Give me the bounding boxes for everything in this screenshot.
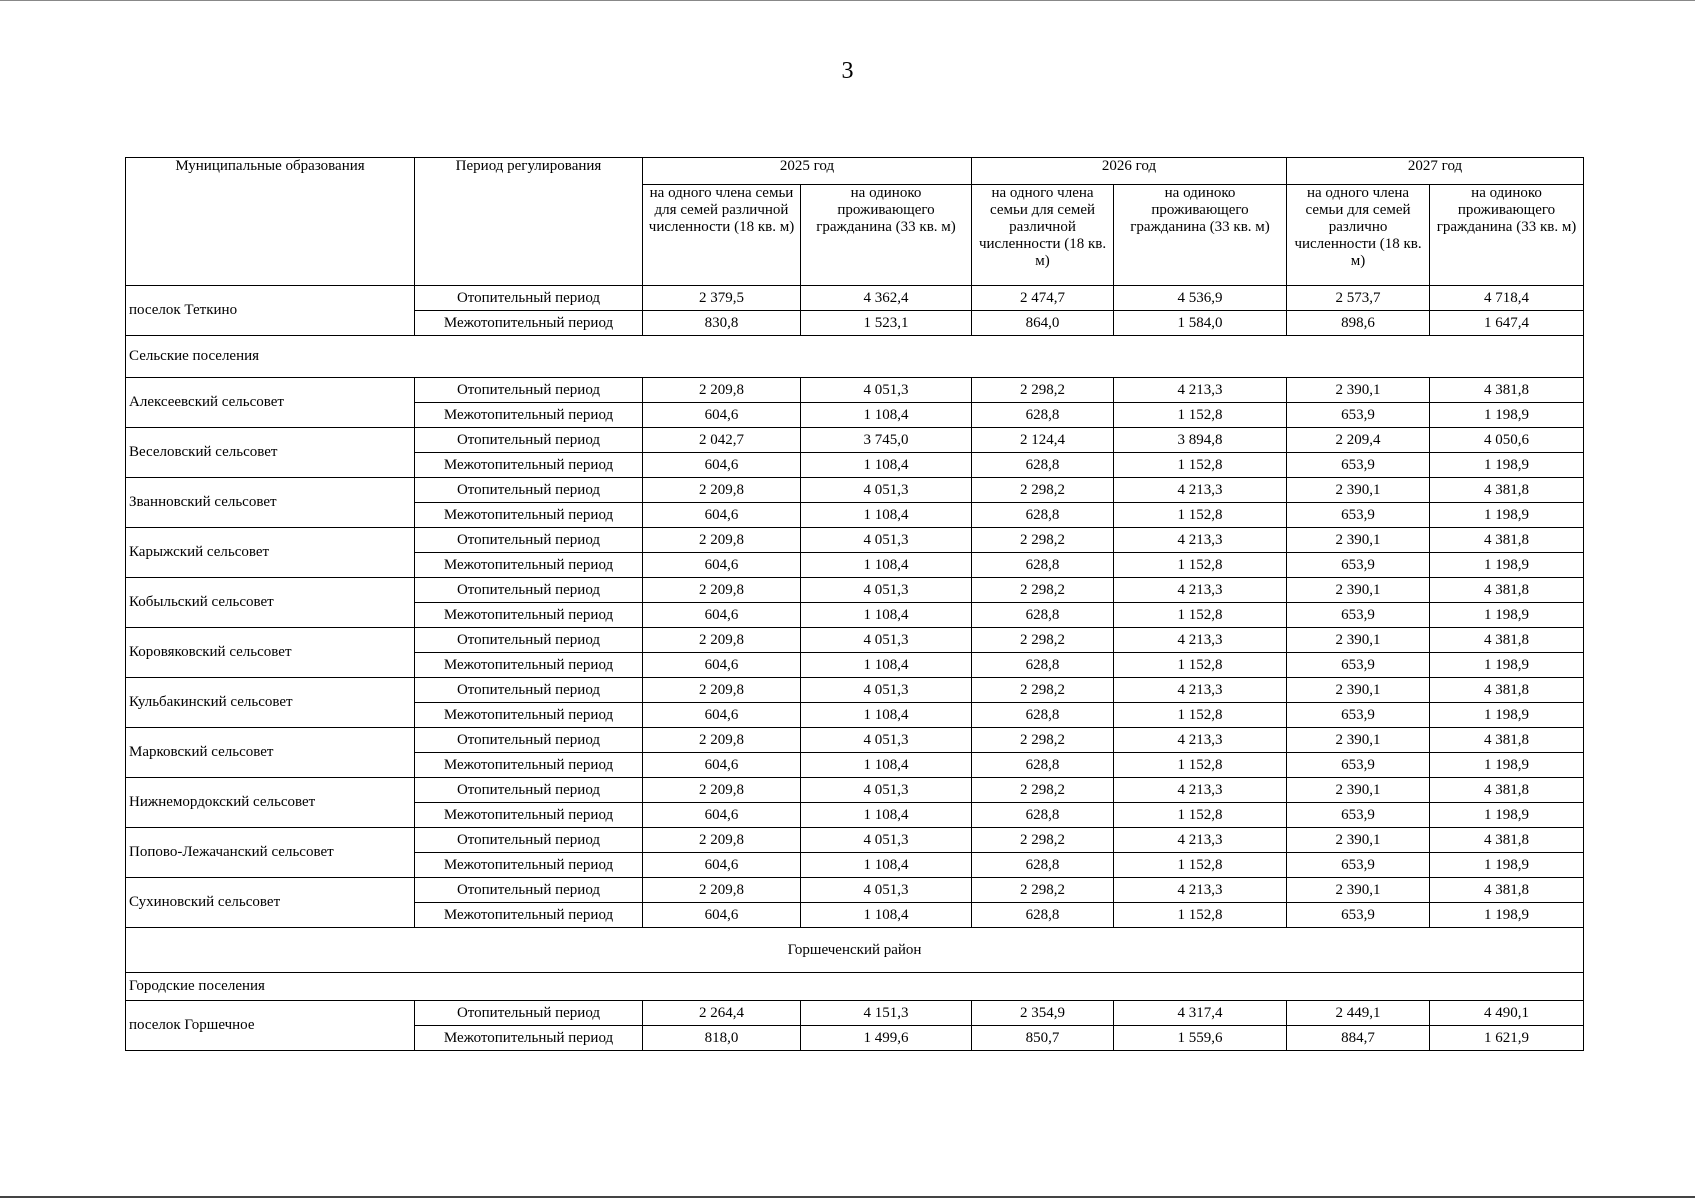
value-cell: 1 584,0: [1114, 311, 1287, 336]
value-cell: 4 213,3: [1114, 778, 1287, 803]
value-cell: 4 213,3: [1114, 578, 1287, 603]
header-year-2026: 2026 год: [972, 158, 1287, 185]
district-row: [126, 928, 1584, 973]
value-cell: 1 499,6: [801, 1026, 972, 1051]
value-cell: 4 051,3: [801, 478, 972, 503]
header-row-years: [126, 158, 1584, 185]
period-label: Межотопительный период: [415, 803, 643, 828]
value-cell: 653,9: [1287, 853, 1430, 878]
value-cell: 628,8: [972, 503, 1114, 528]
period-label: Межотопительный период: [415, 503, 643, 528]
value-cell: 884,7: [1287, 1026, 1430, 1051]
period-label: Отопительный период: [415, 478, 643, 503]
value-cell: 4 213,3: [1114, 478, 1287, 503]
value-cell: 604,6: [643, 803, 801, 828]
value-cell: 2 390,1: [1287, 878, 1430, 903]
period-label: Отопительный период: [415, 1001, 643, 1026]
value-cell: 4 381,8: [1430, 828, 1584, 853]
value-cell: 2 390,1: [1287, 578, 1430, 603]
value-cell: 4 381,8: [1430, 728, 1584, 753]
value-cell: 1 152,8: [1114, 453, 1287, 478]
value-cell: 4 050,6: [1430, 428, 1584, 453]
value-cell: 2 209,8: [643, 378, 801, 403]
value-cell: 2 298,2: [972, 828, 1114, 853]
table-row: [126, 828, 1584, 853]
value-cell: 653,9: [1287, 803, 1430, 828]
value-cell: 2 209,8: [643, 878, 801, 903]
value-cell: 4 381,8: [1430, 778, 1584, 803]
value-cell: 604,6: [643, 903, 801, 928]
value-cell: 604,6: [643, 703, 801, 728]
value-cell: 4 051,3: [801, 728, 972, 753]
header-year-2025: 2025 год: [643, 158, 972, 185]
value-cell: 4 213,3: [1114, 678, 1287, 703]
value-cell: 4 213,3: [1114, 878, 1287, 903]
value-cell: 2 209,8: [643, 528, 801, 553]
value-cell: 1 198,9: [1430, 703, 1584, 728]
table-row: [126, 578, 1584, 603]
value-cell: 4 718,4: [1430, 286, 1584, 311]
value-cell: 2 209,8: [643, 578, 801, 603]
value-cell: 1 108,4: [801, 603, 972, 628]
value-cell: 2 209,8: [643, 678, 801, 703]
period-label: Межотопительный период: [415, 1026, 643, 1051]
period-label: Отопительный период: [415, 778, 643, 803]
value-cell: 1 152,8: [1114, 803, 1287, 828]
value-cell: 1 152,8: [1114, 703, 1287, 728]
value-cell: 4 381,8: [1430, 528, 1584, 553]
value-cell: 1 152,8: [1114, 753, 1287, 778]
value-cell: 2 298,2: [972, 628, 1114, 653]
value-cell: 628,8: [972, 653, 1114, 678]
value-cell: 653,9: [1287, 653, 1430, 678]
value-cell: 628,8: [972, 453, 1114, 478]
value-cell: 1 198,9: [1430, 753, 1584, 778]
period-label: Отопительный период: [415, 578, 643, 603]
period-label: Межотопительный период: [415, 753, 643, 778]
value-cell: 2 298,2: [972, 678, 1114, 703]
table-row: [126, 778, 1584, 803]
value-cell: 4 051,3: [801, 878, 972, 903]
value-cell: 4 317,4: [1114, 1001, 1287, 1026]
value-cell: 1 152,8: [1114, 903, 1287, 928]
period-label: Межотопительный период: [415, 653, 643, 678]
value-cell: 604,6: [643, 603, 801, 628]
header-single-resident: на одиноко проживающего гражданина (33 кв. м): [1114, 185, 1287, 286]
value-cell: 2 354,9: [972, 1001, 1114, 1026]
value-cell: 4 051,3: [801, 828, 972, 853]
value-cell: 2 298,2: [972, 478, 1114, 503]
value-cell: 4 051,3: [801, 528, 972, 553]
value-cell: 604,6: [643, 503, 801, 528]
table-row: [126, 728, 1584, 753]
period-label: Отопительный период: [415, 528, 643, 553]
value-cell: 830,8: [643, 311, 801, 336]
municipality-name: поселок Теткино: [126, 286, 415, 336]
period-label: Межотопительный период: [415, 311, 643, 336]
value-cell: 2 209,8: [643, 828, 801, 853]
value-cell: 1 108,4: [801, 853, 972, 878]
value-cell: 1 198,9: [1430, 403, 1584, 428]
value-cell: 4 051,3: [801, 778, 972, 803]
value-cell: 653,9: [1287, 553, 1430, 578]
value-cell: 2 390,1: [1287, 728, 1430, 753]
period-label: Межотопительный период: [415, 403, 643, 428]
value-cell: 4 490,1: [1430, 1001, 1584, 1026]
value-cell: 1 152,8: [1114, 603, 1287, 628]
value-cell: 1 108,4: [801, 403, 972, 428]
value-cell: 4 381,8: [1430, 628, 1584, 653]
value-cell: 2 209,4: [1287, 428, 1430, 453]
value-cell: 4 051,3: [801, 578, 972, 603]
value-cell: 1 198,9: [1430, 553, 1584, 578]
period-label: Межотопительный период: [415, 553, 643, 578]
table-row: [126, 478, 1584, 503]
value-cell: 1 108,4: [801, 903, 972, 928]
value-cell: 604,6: [643, 403, 801, 428]
table-row: [126, 428, 1584, 453]
value-cell: 4 362,4: [801, 286, 972, 311]
value-cell: 4 213,3: [1114, 628, 1287, 653]
header-per-family-member: на одного члена семьи для семей различной численности (18 кв. м): [643, 185, 801, 286]
value-cell: 2 209,8: [643, 628, 801, 653]
value-cell: 1 198,9: [1430, 653, 1584, 678]
municipality-name: поселок Горшечное: [126, 1001, 415, 1051]
value-cell: 1 198,9: [1430, 453, 1584, 478]
period-label: Межотопительный период: [415, 703, 643, 728]
value-cell: 653,9: [1287, 503, 1430, 528]
value-cell: 2 124,4: [972, 428, 1114, 453]
table-row: [126, 628, 1584, 653]
municipality-name: Кульбакинский сельсовет: [126, 678, 415, 728]
district-title: Горшеченский район: [126, 928, 1584, 973]
value-cell: 2 449,1: [1287, 1001, 1430, 1026]
value-cell: 1 198,9: [1430, 853, 1584, 878]
value-cell: 2 390,1: [1287, 628, 1430, 653]
value-cell: 2 298,2: [972, 878, 1114, 903]
period-label: Отопительный период: [415, 286, 643, 311]
value-cell: 1 152,8: [1114, 503, 1287, 528]
value-cell: 2 573,7: [1287, 286, 1430, 311]
value-cell: 2 042,7: [643, 428, 801, 453]
value-cell: 1 108,4: [801, 753, 972, 778]
value-cell: 4 051,3: [801, 678, 972, 703]
value-cell: 2 390,1: [1287, 378, 1430, 403]
period-label: Межотопительный период: [415, 603, 643, 628]
period-label: Отопительный период: [415, 678, 643, 703]
municipality-name: Нижнемордокский сельсовет: [126, 778, 415, 828]
value-cell: 653,9: [1287, 453, 1430, 478]
value-cell: 4 381,8: [1430, 678, 1584, 703]
header-single-resident: на одиноко проживающего гражданина (33 кв. м): [1430, 185, 1584, 286]
period-label: Отопительный период: [415, 628, 643, 653]
header-per-family-member: на одного члена семьи для семей различно численности (18 кв. м): [1287, 185, 1430, 286]
value-cell: 1 621,9: [1430, 1026, 1584, 1051]
value-cell: 628,8: [972, 853, 1114, 878]
value-cell: 4 381,8: [1430, 378, 1584, 403]
value-cell: 604,6: [643, 453, 801, 478]
section-row: [126, 336, 1584, 378]
value-cell: 653,9: [1287, 603, 1430, 628]
period-label: Отопительный период: [415, 728, 643, 753]
header-single-resident: на одиноко проживающего гражданина (33 кв. м): [801, 185, 972, 286]
value-cell: 604,6: [643, 553, 801, 578]
value-cell: 2 390,1: [1287, 828, 1430, 853]
value-cell: 4 213,3: [1114, 378, 1287, 403]
value-cell: 864,0: [972, 311, 1114, 336]
value-cell: 4 213,3: [1114, 528, 1287, 553]
value-cell: 4 151,3: [801, 1001, 972, 1026]
value-cell: 2 209,8: [643, 728, 801, 753]
municipality-name: Званновский сельсовет: [126, 478, 415, 528]
section-rural-settlements: Сельские поселения: [126, 336, 1584, 378]
value-cell: 1 152,8: [1114, 403, 1287, 428]
value-cell: 604,6: [643, 853, 801, 878]
value-cell: 4 051,3: [801, 378, 972, 403]
value-cell: 653,9: [1287, 703, 1430, 728]
municipality-name: Попово-Лежачанский сельсовет: [126, 828, 415, 878]
value-cell: 2 390,1: [1287, 678, 1430, 703]
value-cell: 4 213,3: [1114, 728, 1287, 753]
value-cell: 2 298,2: [972, 528, 1114, 553]
value-cell: 604,6: [643, 653, 801, 678]
value-cell: 3 894,8: [1114, 428, 1287, 453]
header-year-2027: 2027 год: [1287, 158, 1584, 185]
municipality-name: Кобыльский сельсовет: [126, 578, 415, 628]
value-cell: 1 108,4: [801, 703, 972, 728]
value-cell: 653,9: [1287, 403, 1430, 428]
table-row: [126, 1001, 1584, 1026]
header-period: Период регулирования: [415, 158, 643, 286]
value-cell: 2 264,4: [643, 1001, 801, 1026]
value-cell: 1 108,4: [801, 653, 972, 678]
table-row: [126, 878, 1584, 903]
table-row: [126, 286, 1584, 311]
value-cell: 1 108,4: [801, 803, 972, 828]
municipality-name: Веселовский сельсовет: [126, 428, 415, 478]
value-cell: 1 559,6: [1114, 1026, 1287, 1051]
period-label: Отопительный период: [415, 828, 643, 853]
value-cell: 1 152,8: [1114, 853, 1287, 878]
period-label: Отопительный период: [415, 428, 643, 453]
value-cell: 628,8: [972, 703, 1114, 728]
value-cell: 2 298,2: [972, 728, 1114, 753]
value-cell: 1 198,9: [1430, 803, 1584, 828]
value-cell: 2 298,2: [972, 778, 1114, 803]
municipality-name: Коровяковский сельсовет: [126, 628, 415, 678]
value-cell: 2 209,8: [643, 478, 801, 503]
period-label: Межотопительный период: [415, 453, 643, 478]
municipality-name: Алексеевский сельсовет: [126, 378, 415, 428]
value-cell: 818,0: [643, 1026, 801, 1051]
value-cell: 2 209,8: [643, 778, 801, 803]
value-cell: 1 108,4: [801, 453, 972, 478]
value-cell: 4 381,8: [1430, 478, 1584, 503]
period-label: Отопительный период: [415, 378, 643, 403]
value-cell: 2 390,1: [1287, 778, 1430, 803]
value-cell: 653,9: [1287, 753, 1430, 778]
value-cell: 1 152,8: [1114, 553, 1287, 578]
value-cell: 1 108,4: [801, 503, 972, 528]
municipality-name: Сухиновский сельсовет: [126, 878, 415, 928]
top-scan-edge: [0, 0, 1695, 1]
value-cell: 1 198,9: [1430, 603, 1584, 628]
table-row: [126, 378, 1584, 403]
section-urban-settlements: Городские поселения: [126, 973, 1584, 1001]
value-cell: 2 298,2: [972, 578, 1114, 603]
table-row: [126, 528, 1584, 553]
value-cell: 628,8: [972, 603, 1114, 628]
tariff-table: [125, 157, 1584, 1051]
value-cell: 1 647,4: [1430, 311, 1584, 336]
value-cell: 2 390,1: [1287, 528, 1430, 553]
value-cell: 850,7: [972, 1026, 1114, 1051]
bottom-scan-edge: [0, 1196, 1695, 1198]
value-cell: 4 381,8: [1430, 878, 1584, 903]
value-cell: 4 381,8: [1430, 578, 1584, 603]
value-cell: 2 390,1: [1287, 478, 1430, 503]
value-cell: 628,8: [972, 803, 1114, 828]
header-per-family-member: на одного члена семьи для семей различной численности (18 кв. м): [972, 185, 1114, 286]
value-cell: 4 536,9: [1114, 286, 1287, 311]
value-cell: 3 745,0: [801, 428, 972, 453]
value-cell: 2 474,7: [972, 286, 1114, 311]
section-row: [126, 973, 1584, 1001]
value-cell: 4 051,3: [801, 628, 972, 653]
value-cell: 1 523,1: [801, 311, 972, 336]
value-cell: 653,9: [1287, 903, 1430, 928]
value-cell: 628,8: [972, 553, 1114, 578]
value-cell: 2 379,5: [643, 286, 801, 311]
value-cell: 4 213,3: [1114, 828, 1287, 853]
municipality-name: Карыжский сельсовет: [126, 528, 415, 578]
table-row: [126, 678, 1584, 703]
period-label: Межотопительный период: [415, 903, 643, 928]
period-label: Межотопительный период: [415, 853, 643, 878]
value-cell: 2 298,2: [972, 378, 1114, 403]
value-cell: 604,6: [643, 753, 801, 778]
value-cell: 1 198,9: [1430, 503, 1584, 528]
value-cell: 1 152,8: [1114, 653, 1287, 678]
municipality-name: Марковский сельсовет: [126, 728, 415, 778]
value-cell: 898,6: [1287, 311, 1430, 336]
value-cell: 1 108,4: [801, 553, 972, 578]
period-label: Отопительный период: [415, 878, 643, 903]
value-cell: 628,8: [972, 403, 1114, 428]
value-cell: 1 198,9: [1430, 903, 1584, 928]
value-cell: 628,8: [972, 903, 1114, 928]
page-number: 3: [841, 58, 854, 84]
header-municipality: Муниципальные образования: [126, 158, 415, 286]
value-cell: 628,8: [972, 753, 1114, 778]
